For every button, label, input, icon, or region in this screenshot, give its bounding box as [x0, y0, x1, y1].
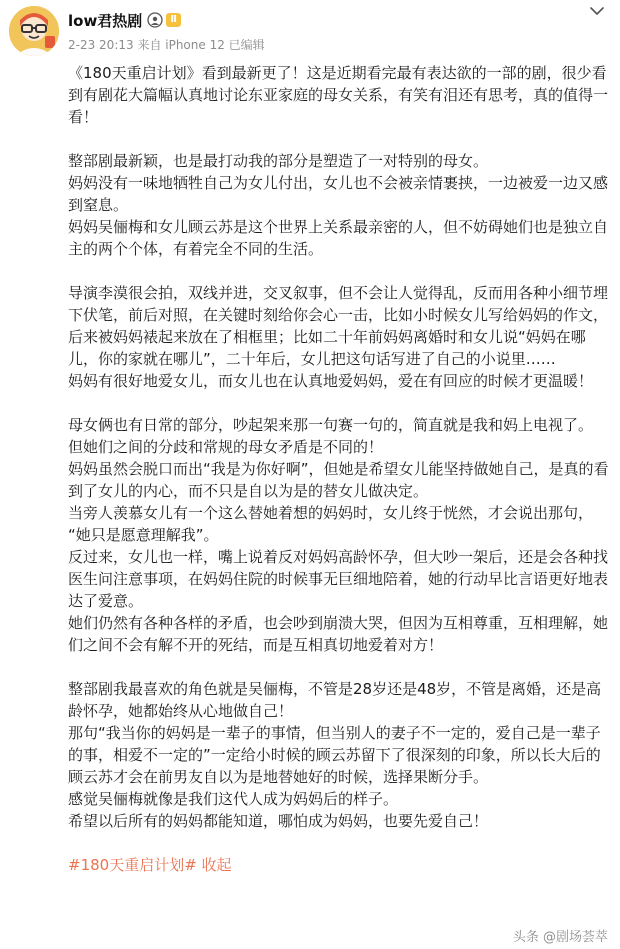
text-line: 主的两个个体，有着完全不同的生活。 — [68, 240, 324, 258]
text-line: 妈妈虽然会脱口而出“我是为你好啊”，但她是希望女儿能坚持做她自己，是真的看 — [68, 460, 609, 478]
text-line: 那句“我当你的妈妈是一辈子的事情，但当别人的妻子不一定的，爱自己是一辈子 — [68, 724, 601, 742]
paragraph-gap — [68, 832, 614, 854]
text-line: 后来被妈妈裱起来放在了相框里；比如二十年前妈妈离婚时和女儿说“妈妈在哪 — [68, 328, 586, 346]
text-line: 们之间不会有解不开的死结，而是互相真切地爱着对方！ — [68, 636, 444, 654]
text-line: 整部剧我最喜欢的角色就是吴俪梅，不管是28岁还是48岁，不管是离婚，还是高 — [68, 680, 602, 698]
text-line: 她们仍然有各种各样的矛盾，也会吵到崩溃大哭，但因为互相尊重，互相理解，她 — [68, 614, 609, 632]
text-line: 整部剧最新颖，也是最打动我的部分是塑造了一对特别的母女。 — [68, 152, 489, 170]
text-line: 当旁人羡慕女儿有一个这么替她着想的妈妈时，女儿终于恍然，才会说出那句， — [68, 504, 594, 522]
text-line: 导演李漠很会拍，双线并进，交叉叙事，但不会让人觉得乱，反而用各种小细节埋 — [68, 284, 609, 302]
text-line: 顾云苏才会在前男友自以为是地替她好的时候，选择果断分手。 — [68, 768, 489, 786]
text-line: 儿，你的家就在哪儿”，二十年后，女儿把这句话写进了自己的小说里…… — [68, 350, 556, 368]
text-line: 医生问注意事项，在妈妈住院的时候事无巨细地陪着，她的行动早比言语更好地表 — [68, 570, 609, 588]
hashtag-link[interactable]: #180天重启计划# 收起 — [68, 856, 232, 874]
text-line: 妈妈吴俪梅和女儿顾云苏是这个世界上关系最亲密的人，但不妨碍她们也是独立自 — [68, 218, 609, 236]
text-line: 妈妈有很好地爱女儿，而女儿也在认真地爱妈妈，爱在有回应的时候才更温暖！ — [68, 372, 594, 390]
avatar[interactable] — [9, 6, 59, 56]
text-line: 希望以后所有的妈妈都能知道，哪怕成为妈妈，也要先爱自己！ — [68, 812, 489, 830]
username[interactable]: low君热剧 — [68, 11, 143, 30]
level-badge: Ⅱ — [166, 13, 181, 27]
verified-icon — [147, 12, 163, 28]
avatar-illustration — [9, 6, 59, 56]
post-meta: 2-23 20:13 来自 iPhone 12 已编辑 — [68, 38, 265, 52]
post-content — [68, 62, 614, 876]
paragraph-gap — [68, 128, 614, 150]
text-line: 到窒息。 — [68, 196, 129, 214]
text-line: 到了女儿的内心，而不只是自以为是的替女儿做决定。 — [68, 482, 429, 500]
text-line: 达了爱意。 — [68, 592, 144, 610]
text-line: 《180天重启计划》看到最新更了！这是近期看完最有表达欲的一部的剧，很少看 — [68, 64, 607, 82]
text-line: 龄怀孕，她都始终从心地做自己！ — [68, 702, 294, 720]
text-line: 妈妈没有一味地牺牲自己为女儿付出，女儿也不会被亲情裹挟，一边被爱一边又感 — [68, 174, 609, 192]
text-line: 感觉吴俪梅就像是我们这代人成为妈妈后的样子。 — [68, 790, 399, 808]
text-line: 看！ — [68, 108, 99, 126]
user-row — [68, 8, 181, 32]
text-line: 的事，相爱不一定的”一定给小时候的顾云苏留下了很深刻的印象，所以长大后的 — [68, 746, 601, 764]
paragraph-gap — [68, 260, 614, 282]
text-line: 下伏笔，前后对照，在关键时刻给你会心一击，比如小时候女儿写给妈妈的作文， — [68, 306, 609, 324]
paragraph-gap — [68, 656, 614, 678]
text-line: 到有剧花大篇幅认真地讨论东亚家庭的母女关系，有笑有泪还有思考，真的值得一 — [68, 86, 609, 104]
post-header — [0, 0, 620, 60]
text-line: 反过来，女儿也一样，嘴上说着反对妈妈高龄怀孕，但大吵一架后，还是会各种找 — [68, 548, 609, 566]
chevron-down-icon[interactable] — [590, 6, 604, 16]
paragraph-gap — [68, 392, 614, 414]
watermark: 头条 @剧场荟萃 — [512, 930, 608, 945]
text-line: “她只是愿意理解我”。 — [68, 526, 219, 544]
text-line: 但她们之间的分歧和常规的母女矛盾是不同的！ — [68, 438, 384, 456]
text-line: 母女俩也有日常的部分，吵起架来那一句赛一句的，简直就是我和妈上电视了。 — [68, 416, 594, 434]
